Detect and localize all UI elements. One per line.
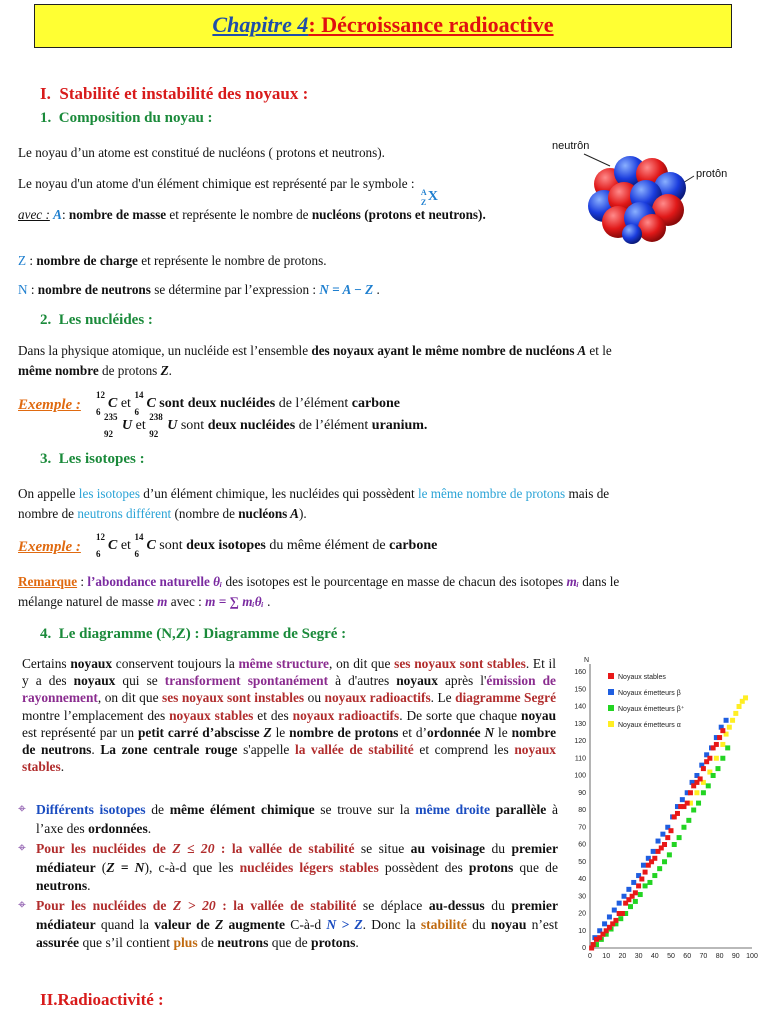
data-point <box>662 842 667 847</box>
data-point <box>643 870 648 875</box>
subsection-4-heading: 4. Le diagramme (N,Z) : Diagramme de Segré : <box>40 626 347 642</box>
x-tick-label: 30 <box>634 953 643 960</box>
data-point <box>636 883 641 888</box>
composition-A-def: avec : A: nombre de masse et représente le nombre de nucléons (protons et neutrons). <box>18 207 486 222</box>
data-point <box>657 866 662 871</box>
data-point <box>696 801 701 806</box>
data-point <box>698 776 703 781</box>
y-tick-label: 0 <box>582 945 586 952</box>
data-point <box>701 766 706 771</box>
x-tick-label: 60 <box>683 953 692 960</box>
data-point <box>652 856 657 861</box>
data-point <box>667 852 672 857</box>
y-tick-label: 10 <box>578 927 586 935</box>
data-point <box>707 756 712 761</box>
subsection-3-heading: 3. Les isotopes : <box>40 451 145 467</box>
composition-Z-def: Z : nombre de charge et représente le nombre de protons. <box>18 253 327 268</box>
remarque: Remarque : l’abondance naturelle θᵢ des isotopes est le pourcentage en masse de chacun des isotopes mᵢ dans le mélange naturel de masse m avec : m = ∑ mᵢθᵢ . <box>18 574 620 609</box>
exemple1-line2: 235 92 U et 238 92 U sont deux nucléides de l’élément uranium. <box>104 412 428 439</box>
legend-label: Noyaux stables <box>618 674 666 681</box>
data-point <box>685 801 690 806</box>
data-point <box>717 735 722 740</box>
target-bullet-icon: ⌖ <box>18 898 26 913</box>
chapter-number: Chapitre 4 <box>212 12 309 37</box>
data-point <box>613 918 618 923</box>
data-point <box>681 825 686 830</box>
data-point <box>691 808 696 813</box>
bullet-2: ⌖ Pour les nucléides de Z ≤ 20 : la vallée de stabilité se situe au voisinage du premier médiateur (Z = N), c-à-d que les nucléides légers stables possèdent des protons que de neutrons. <box>18 841 559 893</box>
data-point <box>743 695 748 700</box>
data-point <box>733 711 738 716</box>
data-point <box>720 756 725 761</box>
y-tick-label: 50 <box>578 858 586 866</box>
data-point <box>694 790 699 795</box>
data-point <box>688 790 693 795</box>
x-tick-label: 70 <box>699 953 708 960</box>
exemple2-line: 12 6 C et 14 6 C sont deux isotopes du même élément de carbone <box>96 532 438 559</box>
data-point <box>706 783 711 788</box>
data-point <box>711 773 716 778</box>
exemple1-label: Exemple : <box>18 397 81 413</box>
data-point <box>714 756 719 761</box>
y-tick-label: 130 <box>574 720 586 728</box>
y-tick-label: 120 <box>574 738 586 745</box>
composition-N-def: N : nombre de neutrons se détermine par l’expression : N = A − Z . <box>18 282 380 297</box>
y-tick-label: 160 <box>574 669 586 676</box>
legend-swatch <box>608 673 614 679</box>
chapter-title <box>34 4 732 48</box>
data-point <box>730 718 735 723</box>
y-tick-label: 40 <box>578 876 586 883</box>
data-point <box>675 811 680 816</box>
data-point <box>720 742 725 747</box>
data-point <box>639 877 644 882</box>
data-point <box>714 742 719 747</box>
segre-chart <box>562 652 762 968</box>
data-point <box>643 883 648 888</box>
composition-line2: Le noyau d'un atome d'un élément chimique est représenté par le symbole : A Z X <box>18 176 439 207</box>
data-point <box>647 880 652 885</box>
exemple2-label: Exemple : <box>18 539 81 555</box>
data-point <box>638 892 643 897</box>
target-bullet-icon: ⌖ <box>18 802 26 817</box>
data-point <box>677 835 682 840</box>
data-point <box>660 832 665 837</box>
data-point <box>725 745 730 750</box>
y-tick-label: 30 <box>578 893 586 901</box>
segre-paragraph: Certains noyaux conservent toujours la même structure, on dit que ses noyaux sont stables. Et il y a des noyaux qui se transforment spontanément à d'autres noyaux après l'émission de rayonnement, on dit que ses noyaux sont instables ou noyaux radioactifs. Le diagramme Segré montre l’emplacement des noyaux stables et des noyaux radioactifs. De sorte que chaque noyau est représenté par un petit carré d’abscisse Z le nombre de protons et d’ordonnée N le nombre de neutrons. La zone centrale rouge s'appelle la vallée de stabilité et comprend les noyaux stables. <box>22 656 557 775</box>
y-tick-label: 90 <box>578 789 586 797</box>
data-point <box>618 916 623 921</box>
data-point <box>607 914 612 919</box>
data-point <box>626 887 631 892</box>
x-tick-label: 20 <box>618 953 627 960</box>
data-point <box>701 790 706 795</box>
data-point <box>622 894 627 899</box>
subsection-2-heading: 2. Les nucléides : <box>40 312 153 328</box>
bullet-1: ⌖ Différents isotopes de même élément chimique se trouve sur la même droite parallèle à l’axe des ordonnées. <box>18 802 558 836</box>
data-point <box>631 880 636 885</box>
data-point <box>662 859 667 864</box>
x-tick-label: 0 <box>588 953 592 960</box>
data-point <box>737 704 742 709</box>
data-point <box>602 921 607 926</box>
data-point <box>652 873 657 878</box>
data-point <box>633 899 638 904</box>
legend-swatch <box>608 689 614 695</box>
data-point <box>617 901 622 906</box>
data-point <box>591 942 596 947</box>
legend-swatch <box>608 705 614 711</box>
y-tick-label: 80 <box>578 807 586 814</box>
y-axis-label: N <box>584 657 590 664</box>
isotopes-definition: On appelle les isotopes d’un élément chimique, les nucléides qui possèdent le même nombre de protons mais de nombre de neutrons différent (nombre de nucléons A). <box>18 486 610 521</box>
legend-label: Noyaux émetteurs β <box>618 690 681 697</box>
composition-line1: Le noyau d’un atome est constitué de nucléons ( protons et neutrons). <box>18 145 385 160</box>
data-point <box>669 828 674 833</box>
y-tick-label: 70 <box>578 824 586 832</box>
data-point <box>641 863 646 868</box>
nucleus-drawing <box>548 136 758 246</box>
data-point <box>612 908 617 913</box>
y-tick-label: 60 <box>578 841 586 849</box>
x-tick-label: 90 <box>731 953 740 960</box>
legend-label: Noyaux émetteurs β⁺ <box>618 706 685 713</box>
proton-label: protôn <box>696 168 728 180</box>
data-point <box>620 911 625 916</box>
data-point <box>724 718 729 723</box>
x-tick-label: 50 <box>667 953 675 960</box>
subsection-1-heading: 1. Composition du noyau : <box>40 110 213 126</box>
section-1-heading: I. Stabilité et instabilité des noyaux : <box>40 84 309 103</box>
data-point <box>651 849 656 854</box>
chapter-name: : Décroissance radioactive <box>308 12 554 37</box>
y-tick-label: 150 <box>574 686 586 694</box>
target-bullet-icon: ⌖ <box>18 841 26 856</box>
legend-label: Noyaux émetteurs α <box>618 722 681 729</box>
data-point <box>680 797 685 802</box>
legend-swatch <box>608 721 614 727</box>
data-point <box>727 725 732 730</box>
nucleus-illustration <box>548 136 758 246</box>
data-point <box>686 818 691 823</box>
x-tick-label: 40 <box>650 953 659 960</box>
exemple1-line1: 12 6 C et 14 6 C sont deux nucléides de l’élément carbone <box>96 390 401 417</box>
data-point <box>672 842 677 847</box>
y-tick-label: 110 <box>574 755 586 763</box>
x-tick-label: 10 <box>602 953 611 960</box>
data-point <box>628 904 633 909</box>
y-tick-label: 20 <box>578 910 586 918</box>
data-point <box>720 728 725 733</box>
y-tick-label: 140 <box>574 703 586 711</box>
nucleides-definition: Dans la physique atomique, un nucléide est l’ensemble des noyaux ayant le même nombre de nucléons A et le même nombre de protons Z. <box>18 343 612 378</box>
section-2-heading: II.Radioactivité : <box>40 990 164 1009</box>
x-tick-label: 100 <box>746 953 758 960</box>
y-tick-label: 100 <box>574 772 586 780</box>
x-tick-label: 80 <box>715 953 724 960</box>
bullet-3: ⌖ Pour les nucléides de Z > 20 : la vallée de stabilité se déplace au-dessus du premier médiateur quand la valeur de Z augmente C-à-d N > Z. Donc la stabilité du noyau n’est assurée que s’il contient plus de neutrons que de protons. <box>18 898 558 950</box>
data-point <box>633 890 638 895</box>
neutron-label: neutrôn <box>552 140 590 152</box>
data-point <box>665 835 670 840</box>
data-point <box>715 766 720 771</box>
data-point <box>656 839 661 844</box>
